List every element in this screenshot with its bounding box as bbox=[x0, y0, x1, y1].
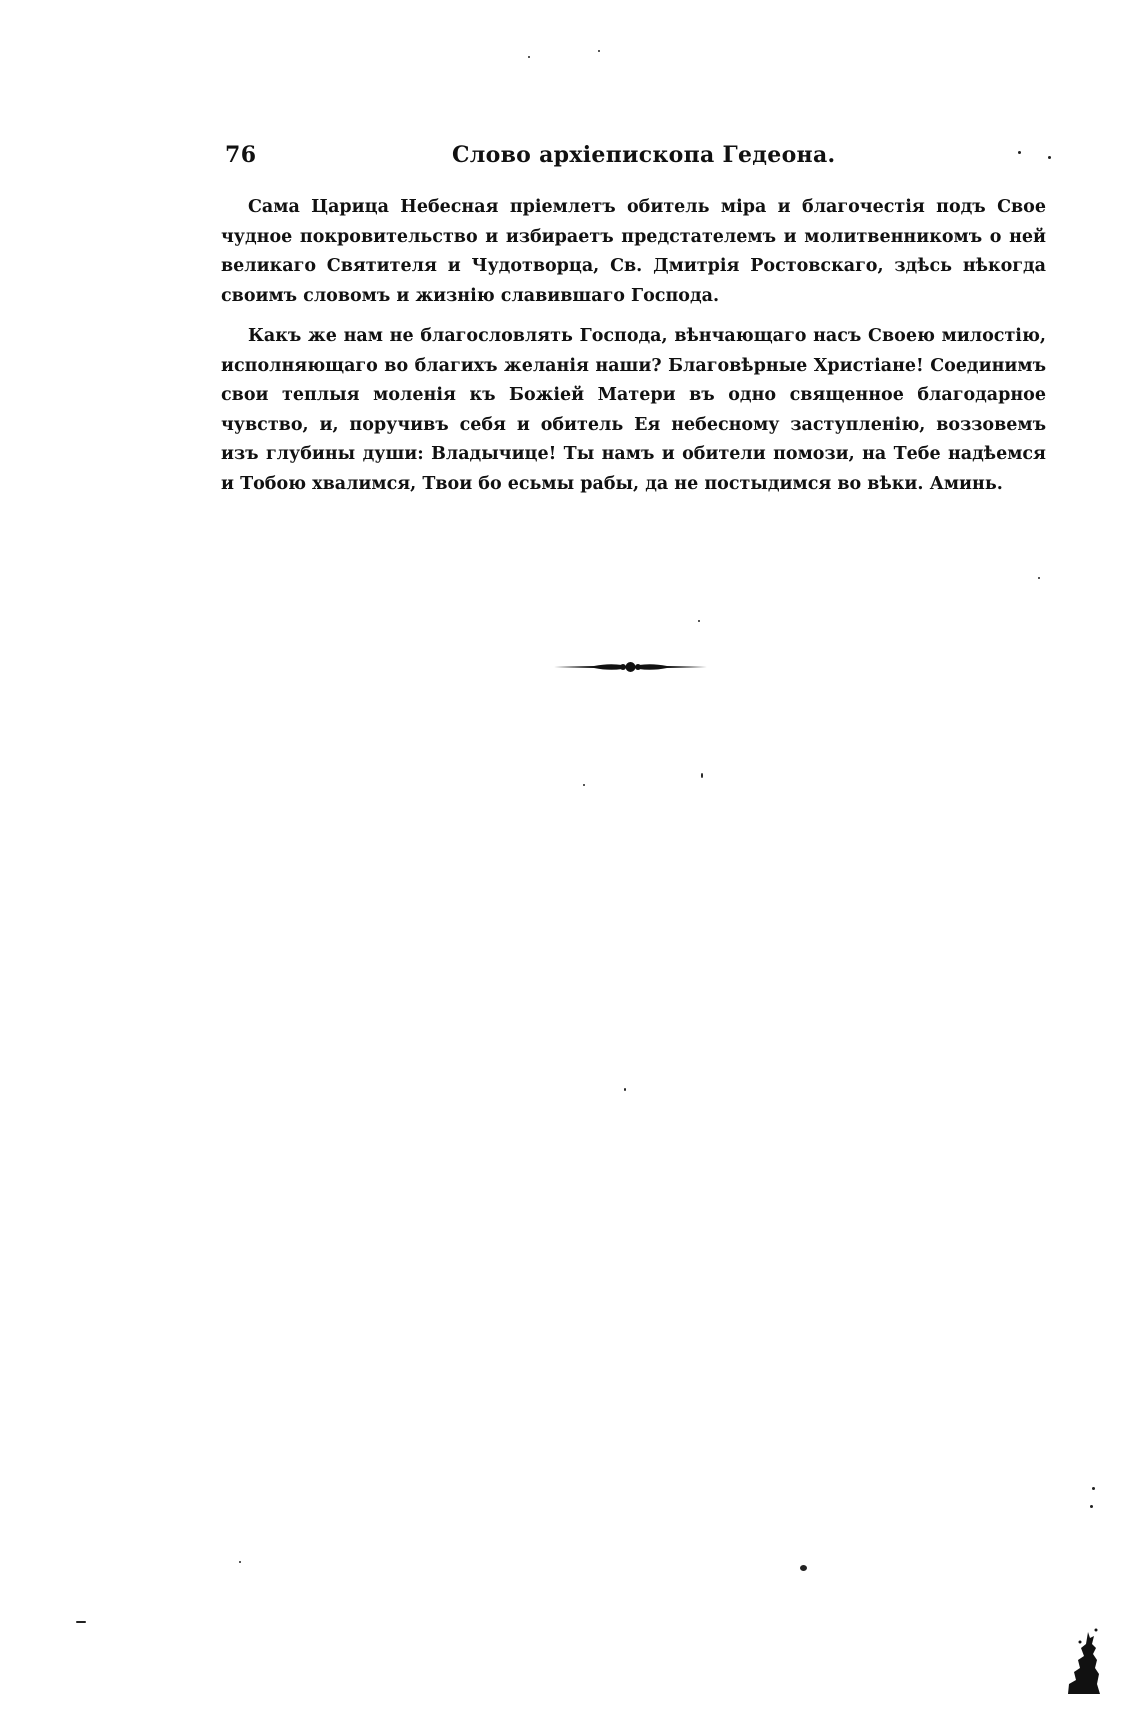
scan-speck bbox=[624, 1088, 626, 1091]
running-title: Слово архіепископа Гедеона. bbox=[452, 142, 836, 168]
tailpiece-ornament-icon bbox=[554, 659, 707, 675]
scan-speck bbox=[239, 1561, 241, 1563]
scan-edge-blot-icon bbox=[1066, 1628, 1102, 1696]
scan-speck bbox=[1048, 156, 1051, 159]
scan-speck bbox=[1038, 577, 1040, 579]
paragraph-1: Сама Царица Небесная пріемлетъ обитель міра и благочестія подъ Свое чудное покровительство и избираетъ предстателемъ и молитвенникомъ о ней великаго Святителя и Чудотворца, Св. Дмитрія Ростовскаго, здѣсь нѣкогда своимъ словомъ и жизнію славившаго Господа. bbox=[221, 197, 1046, 306]
scan-speck bbox=[701, 773, 703, 778]
body-text bbox=[221, 193, 1046, 510]
scan-speck bbox=[528, 56, 530, 58]
scan-speck bbox=[76, 1621, 86, 1623]
page-number: 76 bbox=[225, 142, 257, 168]
scan-speck bbox=[698, 620, 700, 622]
scan-speck bbox=[583, 784, 585, 786]
scan-speck bbox=[800, 1565, 807, 1571]
scan-speck bbox=[598, 50, 600, 52]
scan-speck bbox=[1090, 1505, 1093, 1508]
scan-speck bbox=[1092, 1487, 1095, 1490]
paragraph-2: Какъ же нам не благословлять Господа, вѣнчающаго насъ Своею милостію, исполняющаго во благихъ желанія наши? Благовѣрные Христiане! Соединимъ свои теплыя моленія къ Божіей Матери въ одно священное благодарное чувство, и, поручивъ себя и обитель Ея небесному заступленію, воззовемъ изъ глубины души: Владычице! Ты намъ и обители помози, на Тебе надѣемся и Тобою хвалимся, Твои бо есьмы рабы, да не постыдимся во вѣки. Аминь. bbox=[221, 326, 1046, 494]
page-header bbox=[222, 142, 1057, 174]
scan-speck bbox=[1018, 151, 1021, 154]
